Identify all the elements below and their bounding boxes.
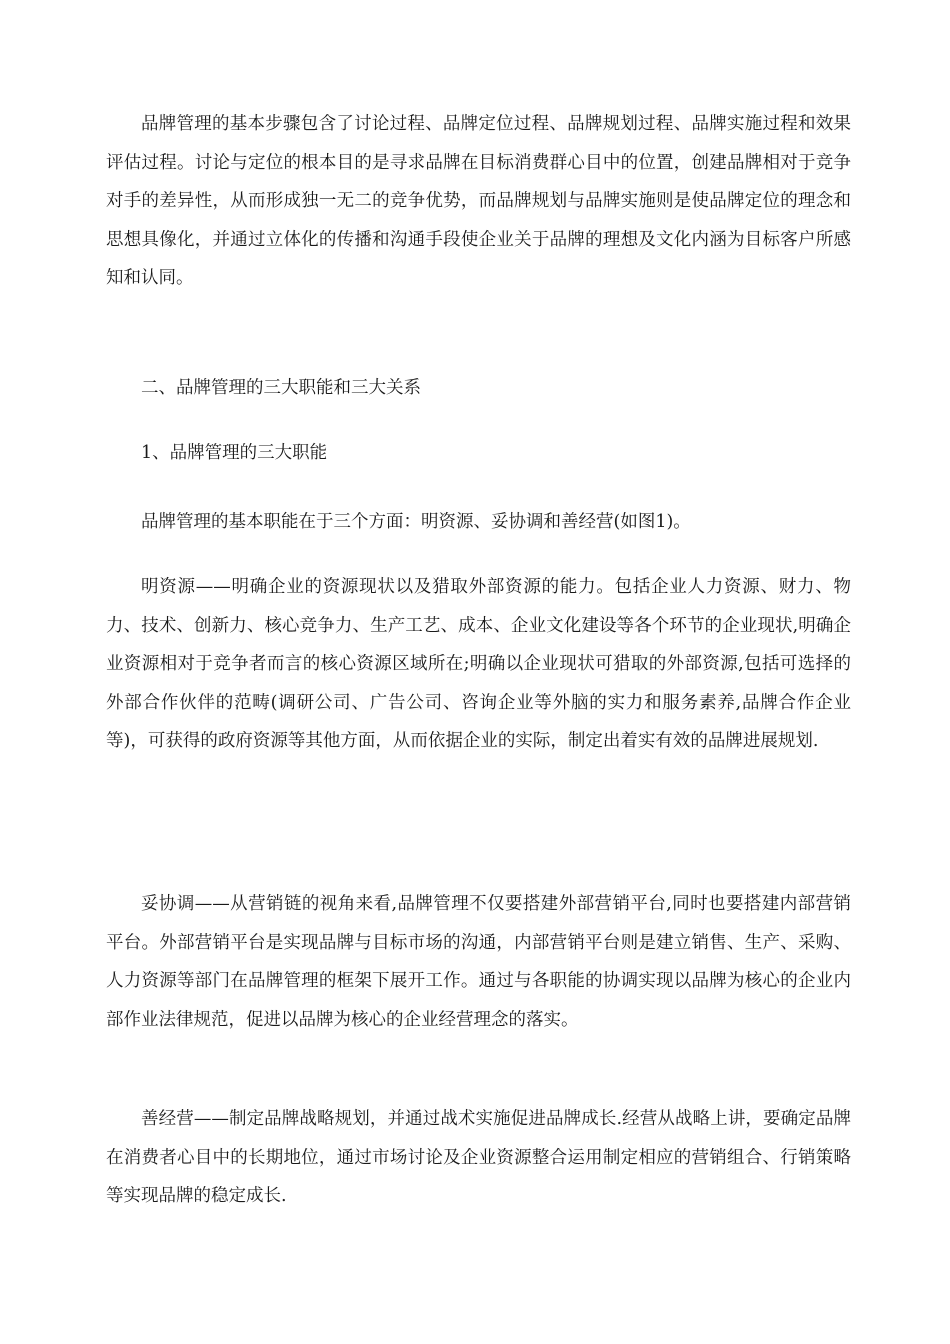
- paragraph-brand-management-steps: 品牌管理的基本步骤包含了讨论过程、品牌定位过程、品牌规划过程、品牌实施过程和效果评估过程。讨论与定位的根本目的是寻求品牌在目标消费群心目中的位置，创建品牌相对于竞争对手的差异性，从而形成独一无二的竞争优势，而品牌规划与品牌实施则是使品牌定位的理念和思想具像化，并通过立体化的传播和沟通手段使企业关于品牌的理想及文化内涵为目标客户所感知和认同。: [106, 114, 851, 288]
- paragraph-good-management: 善经营——制定品牌战略规划，并通过战术实施促进品牌成长.经营从战略上讲，要确定品牌在消费者心目中的长期地位，通过市场讨论及企业资源整合运用制定相应的营销组合、行销策略等实现品牌的稳定成长.: [106, 1109, 851, 1206]
- paragraph-basic-functions: 品牌管理的基本职能在于三个方面：明资源、妥协调和善经营(如图1)。: [141, 512, 691, 532]
- paragraph-clear-resources: 明资源——明确企业的资源现状以及猎取外部资源的能力。包括企业人力资源、财力、物力、技术、创新力、核心竞争力、生产工艺、成本、企业文化建设等各个环节的企业现状,明确企业资源相对于竞争者而言的核心资源区域所在;明确以企业现状可猎取的外部资源,包括可选择的外部合作伙伴的范畴(调研公司、广告公司、咨询企业等外脑的实力和服务素养,品牌合作企业等)，可获得的政府资源等其他方面，从而依据企业的实际，制定出着实有效的品牌进展规划.: [106, 577, 851, 751]
- subsection-heading: 1、品牌管理的三大职能: [141, 443, 328, 463]
- paragraph-coordination: 妥协调——从营销链的视角来看,品牌管理不仅要搭建外部营销平台,同时也要搭建内部营销平台。外部营销平台是实现品牌与目标市场的沟通，内部营销平台则是建立销售、生产、采购、人力资源等部门在品牌管理的框架下展开工作。通过与各职能的协调实现以品牌为核心的企业内部作业法律规范，促进以品牌为核心的企业经营理念的落实。: [106, 894, 851, 1030]
- section-heading: 二、品牌管理的三大职能和三大关系: [141, 378, 421, 398]
